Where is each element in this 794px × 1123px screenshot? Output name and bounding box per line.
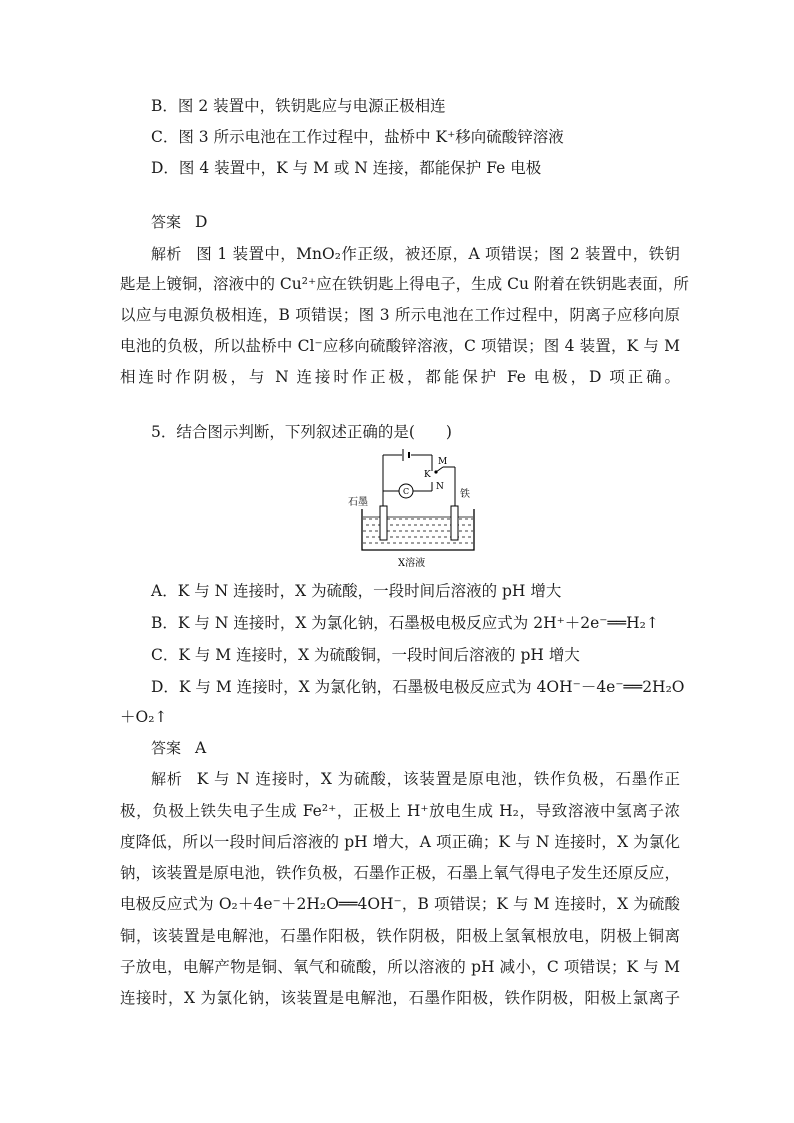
- iron-electrode: [451, 506, 458, 540]
- q4-analysis-line-2: 匙是上镀铜，溶液中的 Cu²⁺应在铁钥匙上得电子，生成 Cu 附着在铁钥匙表面，所: [120, 275, 689, 293]
- q5-option-a: A．K 与 N 连接时，X 为硫酸，一段时间后溶液的 pH 增大: [151, 582, 562, 600]
- q4-analysis-line-1: 解析 图 1 装置中，MnO₂作正级，被还原，A 项错误；图 2 装置中，铁钥: [151, 245, 680, 263]
- q5-analysis-line-1: 解析 K 与 N 连接时，X 为硫酸，该装置是原电池，铁作负极，石墨作正: [151, 770, 680, 788]
- q4-analysis-line-5: 相连时作阴极，与 N 连接时作正极，都能保护 Fe 电极，D 项正确。: [120, 368, 680, 386]
- q5-analysis-line-3: 度降低，所以一段时间后溶液的 pH 增大，A 项正确；K 与 N 连接时，X 为氯化: [120, 833, 680, 851]
- electrochemistry-apparatus-figure: [340, 447, 490, 572]
- q5-analysis-line-6: 铜，该装置是电解池，石墨作阳极，铁作阴极，阳极上氢氧根放电，阴极上铜离: [120, 927, 680, 945]
- q4-option-c: C．图 3 所示电池在工作过程中，盐桥中 K⁺移向硫酸锌溶液: [151, 128, 564, 146]
- q4-answer: [151, 212, 207, 232]
- answer-value: D: [195, 213, 208, 231]
- q5-analysis-line-7: 子放电，电解产物是铜、氧气和硫酸，所以溶液的 pH 减小，C 项错误；K 与 M: [120, 958, 680, 976]
- contact-m-label: M: [438, 457, 448, 467]
- q5-option-b: B．K 与 N 连接时，X 为氯化钠，石墨极电极反应式为 2H⁺＋2e⁻══H₂↑: [151, 614, 659, 632]
- switch-k-label: K: [424, 470, 431, 480]
- q5-analysis-line-5: 电极反应式为 O₂＋4e⁻＋2H₂O══4OH⁻，B 项错误；K 与 M 连接时，X 为硫酸: [120, 895, 680, 913]
- q4-option-b: B．图 2 装置中，铁钥匙应与电源正极相连: [151, 97, 446, 115]
- q4-analysis-line-4: 电池的负极，所以盐桥中 Cl⁻应移向硫酸锌溶液，C 项错误；图 4 装置，K 与 M: [120, 337, 680, 355]
- solution-label: X溶液: [398, 558, 426, 569]
- q5-option-d-continued: ＋O₂↑: [120, 708, 168, 726]
- q5-option-c: C．K 与 M 连接时，X 为硫酸铜，一段时间后溶液的 pH 增大: [151, 646, 580, 664]
- q5-analysis-line-2: 极，负极上铁失电子生成 Fe²⁺，正极上 H⁺放电生成 H₂，导致溶液中氢离子浓: [120, 802, 680, 820]
- answer-label: 答案: [151, 213, 182, 231]
- contact-n-label: N: [436, 482, 444, 492]
- galvanometer-label: C: [403, 487, 410, 496]
- q4-option-d: D．图 4 装置中，K 与 M 或 N 连接，都能保护 Fe 电极: [151, 159, 542, 177]
- q5-analysis-line-8: 连接时，X 为氯化钠，该装置是电解池，石墨作阳极，铁作阴极，阳极上氯离子: [120, 989, 680, 1007]
- iron-label: 铁: [460, 489, 470, 500]
- q5-answer: [151, 738, 206, 758]
- analysis-label: 解析: [151, 770, 183, 788]
- graphite-label: 石墨: [348, 497, 368, 508]
- q4-analysis-line-3: 以应与电源负极相连，B 项错误；图 3 所示电池在工作过程中，阴离子应移向原: [120, 306, 680, 324]
- switch-blade: [436, 467, 443, 472]
- answer-value: A: [195, 739, 207, 757]
- answer-label: 答案: [151, 739, 182, 757]
- q5-analysis-line-4: 钠，该装置是原电池，铁作负极，石墨作正极，石墨上氧气得电子发生还原反应，: [120, 864, 680, 882]
- q5-stem: 5．结合图示判断，下列叙述正确的是( ): [151, 423, 452, 441]
- q5-option-d: D．K 与 M 连接时，X 为氯化钠，石墨极电极反应式为 4OH⁻－4e⁻══2H₂O: [151, 678, 685, 696]
- analysis-label: 解析: [151, 245, 182, 263]
- graphite-electrode: [380, 506, 387, 540]
